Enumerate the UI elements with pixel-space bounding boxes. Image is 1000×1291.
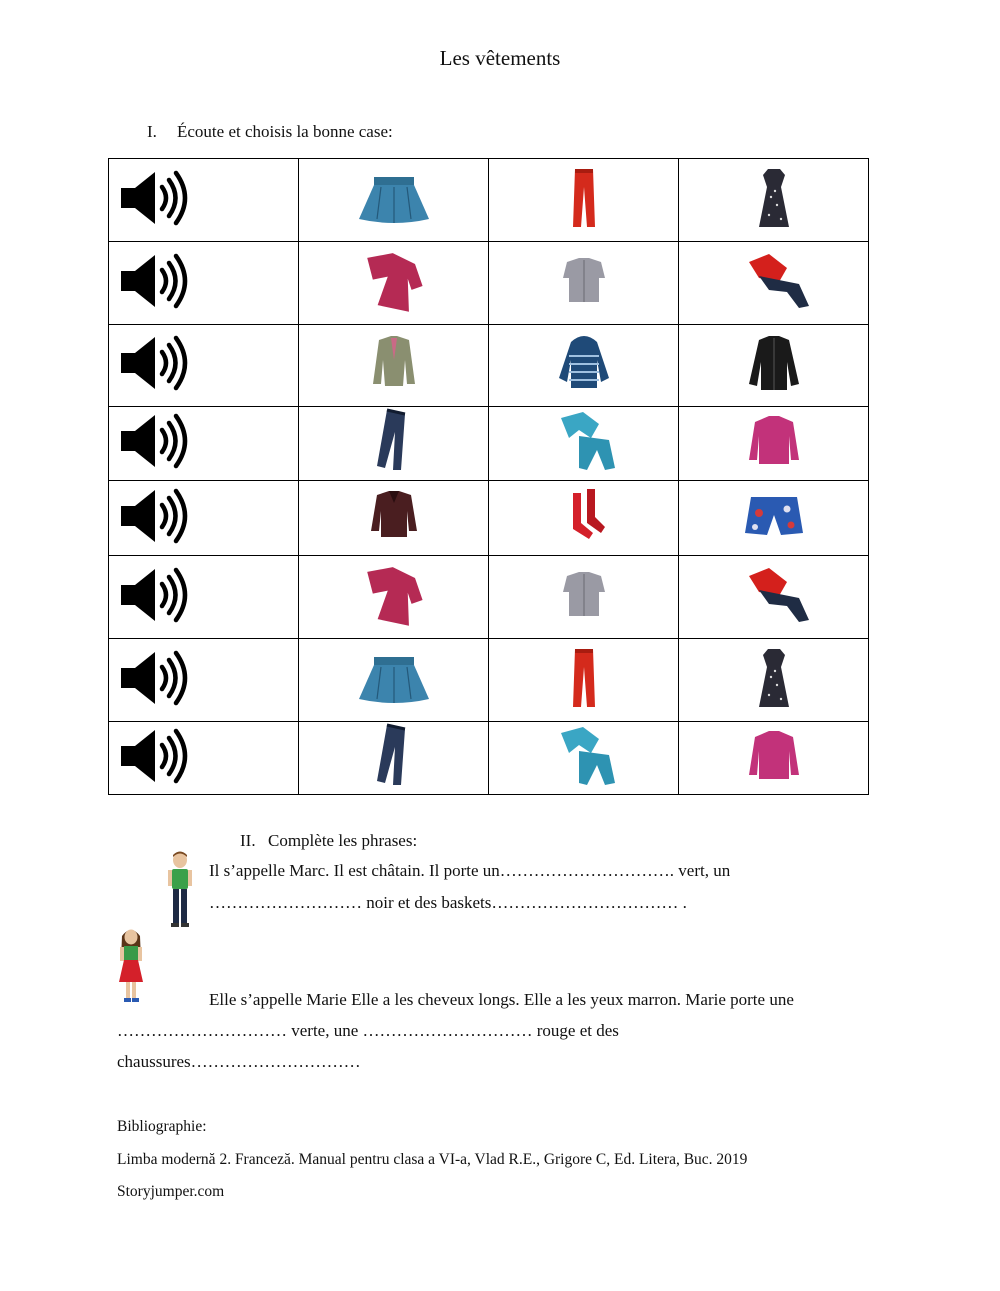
- grid-row: [109, 722, 869, 795]
- grid-row: [109, 159, 869, 242]
- listening-grid: [108, 158, 869, 795]
- audio-cell: [109, 481, 299, 556]
- red-socks-icon: [539, 483, 629, 549]
- answer-cell[interactable]: [489, 407, 679, 481]
- red-trousers-icon: [539, 165, 629, 231]
- grey-shirt-icon: [539, 562, 629, 628]
- jeans-icon: [349, 408, 439, 474]
- audio-cell: [109, 556, 299, 639]
- marc-sentence-line1: Il s’appelle Marc. Il est châtain. Il porte un…………………………. vert, un: [209, 861, 731, 880]
- answer-cell[interactable]: [679, 242, 869, 325]
- khaki-jacket-icon: [349, 330, 439, 396]
- answer-cell[interactable]: [679, 556, 869, 639]
- answer-cell[interactable]: [299, 639, 489, 722]
- section2-instruction: Complète les phrases:: [268, 831, 418, 850]
- answer-cell[interactable]: [679, 481, 869, 556]
- answer-cell[interactable]: [299, 481, 489, 556]
- grid-row: [109, 325, 869, 407]
- grid-row: [109, 407, 869, 481]
- bibliography-ref2: Storyjumper.com: [117, 1183, 225, 1200]
- audio-cell: [109, 639, 299, 722]
- answer-cell[interactable]: [679, 325, 869, 407]
- answer-cell[interactable]: [679, 407, 869, 481]
- answer-cell[interactable]: [299, 722, 489, 795]
- answer-cell[interactable]: [489, 556, 679, 639]
- answer-cell[interactable]: [299, 159, 489, 242]
- boy-avatar-icon: [164, 850, 196, 932]
- skirt-icon: [349, 165, 439, 231]
- marie-sentence-line2: ………………………… verte, une ………………………… rouge et des: [117, 1021, 619, 1040]
- answer-cell[interactable]: [299, 325, 489, 407]
- striped-coat-icon: [539, 330, 629, 396]
- grid-row: [109, 556, 869, 639]
- answer-cell[interactable]: [489, 481, 679, 556]
- black-leather-jacket-icon: [729, 330, 819, 396]
- audio-cell: [109, 407, 299, 481]
- pink-sweater-icon: [729, 408, 819, 474]
- girl-avatar-icon: [115, 926, 147, 1006]
- speaker-icon[interactable]: [119, 726, 191, 786]
- answer-cell[interactable]: [679, 639, 869, 722]
- pink-sweater-icon: [729, 723, 819, 789]
- marie-sentence-line3: chaussures…………………………: [117, 1052, 361, 1071]
- answer-cell[interactable]: [679, 722, 869, 795]
- audio-cell: [109, 242, 299, 325]
- pink-tshirt-icon: [349, 562, 439, 628]
- answer-cell[interactable]: [489, 639, 679, 722]
- section2-number: II.: [240, 831, 256, 850]
- floral-dress-icon: [729, 165, 819, 231]
- marie-sentence-line1: Elle s’appelle Marie Elle a les cheveux longs. Elle a les yeux marron. Marie porte une: [209, 990, 794, 1009]
- grid-row: [109, 242, 869, 325]
- blue-tracksuit-icon: [539, 723, 629, 789]
- skirt-icon: [349, 645, 439, 711]
- answer-cell[interactable]: [299, 242, 489, 325]
- pink-tshirt-icon: [349, 248, 439, 314]
- speaker-icon[interactable]: [119, 648, 191, 708]
- speaker-icon[interactable]: [119, 168, 191, 228]
- answer-cell[interactable]: [299, 556, 489, 639]
- section2-heading: [240, 831, 417, 851]
- answer-cell[interactable]: [489, 325, 679, 407]
- red-trousers-icon: [539, 645, 629, 711]
- page-title: Les vêtements: [439, 46, 561, 70]
- bibliography-heading: Bibliographie:: [117, 1118, 207, 1135]
- speaker-icon[interactable]: [119, 411, 191, 471]
- red-jacket-jeans-icon: [729, 248, 819, 314]
- audio-cell: [109, 159, 299, 242]
- grid-row: [109, 481, 869, 556]
- jeans-icon: [349, 723, 439, 789]
- answer-cell[interactable]: [489, 242, 679, 325]
- red-jacket-jeans-icon: [729, 562, 819, 628]
- grey-shirt-icon: [539, 248, 629, 314]
- audio-cell: [109, 325, 299, 407]
- bibliography-ref1: Limba modernă 2. Franceză. Manual pentru clasa a VI-a, Vlad R.E., Grigore C, Ed. Litera, Buc. 2019: [117, 1151, 748, 1168]
- speaker-icon[interactable]: [119, 251, 191, 311]
- blue-shorts-icon: [729, 483, 819, 549]
- section1-heading: [147, 122, 393, 142]
- section1-number: I.: [147, 122, 157, 141]
- section1-instruction: Écoute et choisis la bonne case:: [177, 122, 393, 141]
- grid-row: [109, 639, 869, 722]
- marc-sentence-line2: ……………………… noir et des baskets…………………………… .: [209, 893, 687, 912]
- speaker-icon[interactable]: [119, 565, 191, 625]
- answer-cell[interactable]: [489, 722, 679, 795]
- audio-cell: [109, 722, 299, 795]
- brown-jacket-icon: [349, 483, 439, 549]
- speaker-icon[interactable]: [119, 333, 191, 393]
- answer-cell[interactable]: [489, 159, 679, 242]
- answer-cell[interactable]: [679, 159, 869, 242]
- speaker-icon[interactable]: [119, 486, 191, 546]
- floral-dress-icon: [729, 645, 819, 711]
- blue-tracksuit-icon: [539, 408, 629, 474]
- answer-cell[interactable]: [299, 407, 489, 481]
